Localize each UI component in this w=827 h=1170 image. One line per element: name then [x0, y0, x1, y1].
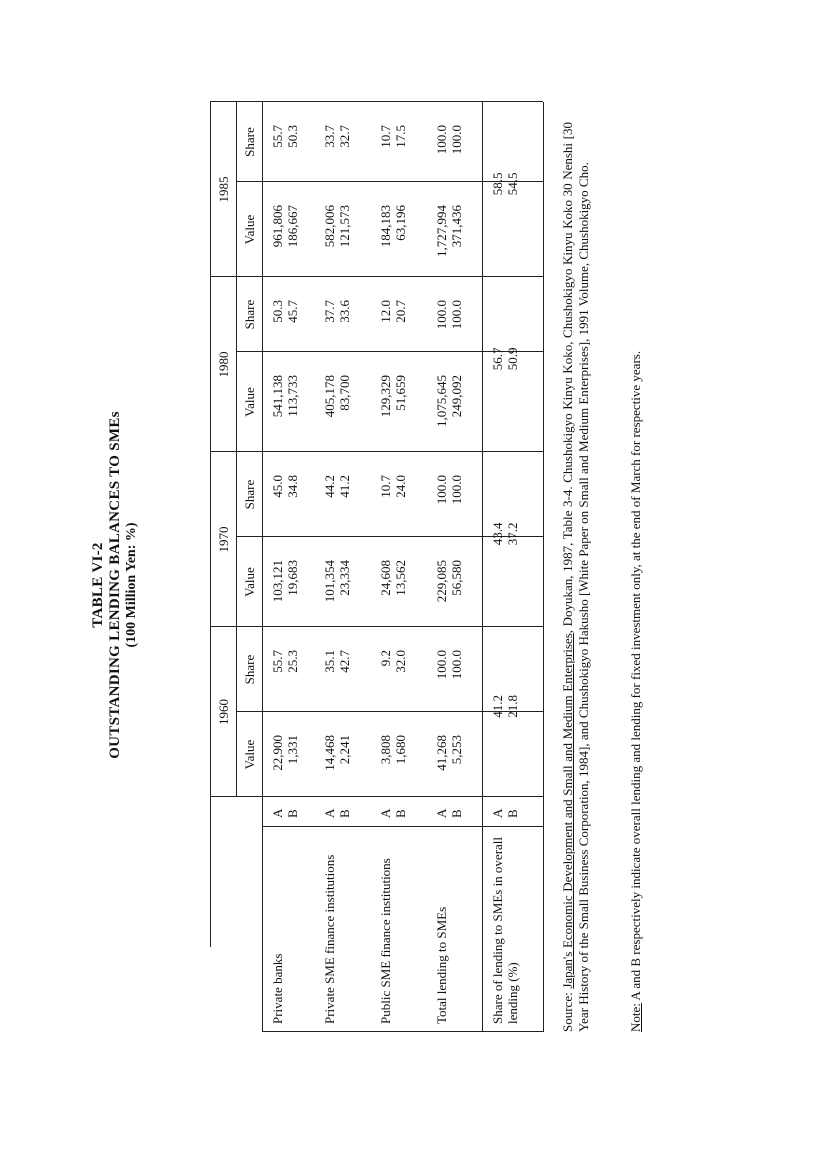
share-cell: 32.0 [393, 650, 408, 673]
share-cell: 100.0 [434, 650, 449, 680]
value-header: Value [242, 214, 257, 245]
share-of-lending-cell: 58.5 [490, 172, 505, 196]
value-cell: 63,196 [393, 205, 408, 241]
row-marker: B [505, 809, 520, 818]
share-cell: 55.7 [270, 125, 285, 148]
share-of-lending-cell: 50.9 [505, 347, 520, 371]
row-marker: A [378, 808, 393, 818]
share-header: Share [242, 127, 257, 157]
share-cell: 32.7 [337, 125, 352, 148]
share-cell: 100.0 [449, 300, 464, 330]
share-of-lending-cell: 56.7 [490, 347, 505, 371]
value-cell: 56,580 [449, 560, 464, 596]
group-rule-1980 [210, 451, 543, 452]
value-cell: 1,331 [285, 735, 300, 765]
value-cell: 19,683 [285, 560, 300, 596]
note-prefix: Note: [628, 1003, 643, 1032]
row-marker: B [449, 809, 464, 818]
value-cell: 371,436 [449, 205, 464, 248]
row-marker: A [270, 808, 285, 818]
share-cell: 25.3 [285, 650, 300, 673]
lending-table [210, 0, 543, 1032]
share-cell: 45.7 [285, 300, 300, 323]
value-cell: 13,562 [393, 560, 408, 596]
share-cell: 33.7 [322, 125, 337, 148]
value-cell: 23,334 [337, 560, 352, 596]
title-line-3: (100 Million Yen: %) [124, 522, 139, 648]
share-cell: 10.7 [378, 475, 393, 498]
row-marker: A [434, 808, 449, 818]
share-of-lending-cell: 54.5 [505, 172, 520, 196]
table-left-rule [262, 1031, 543, 1032]
row-marker: B [393, 809, 408, 818]
value-header: Value [242, 567, 257, 597]
title-line-2: OUTSTANDING LENDING BALANCES TO SMEs [107, 411, 123, 759]
year-header-1980: 1980 [216, 351, 231, 378]
share-cell: 50.3 [285, 125, 300, 148]
share-cell: 41.2 [337, 475, 352, 498]
source-book-title: Japan's Economic Development and Small and Medium Enterprises [560, 633, 575, 989]
table-top-rule [210, 102, 211, 947]
year-underline-1980 [236, 277, 237, 452]
share-cell: 12.0 [378, 300, 393, 323]
share-of-lending-cell: 41.2 [490, 695, 505, 718]
share-cell: 37.7 [322, 300, 337, 323]
table-right-rule [210, 101, 543, 102]
row-marker: B [285, 809, 300, 818]
row-label: Total lending to SMEs [434, 906, 449, 1024]
value-cell: 3,808 [378, 735, 393, 765]
value-header: Value [242, 739, 257, 770]
share-cell: 100.0 [449, 650, 464, 680]
share-cell: 9.2 [378, 650, 393, 667]
value-cell: 113,733 [285, 375, 300, 417]
value-cell: 22,900 [270, 735, 285, 771]
row-label: Private banks [270, 953, 285, 1024]
share-cell: 42.7 [337, 650, 352, 673]
header-bottom-rule [262, 102, 263, 1032]
value-cell: 24,608 [378, 560, 393, 596]
value-cell: 582,006 [322, 205, 337, 248]
row-label: Private SME finance institutions [322, 854, 337, 1024]
share-cell: 55.7 [270, 650, 285, 673]
share-cell: 50.3 [270, 300, 285, 323]
value-cell: 1,680 [393, 735, 408, 765]
row-label: Public SME finance institutions [378, 858, 393, 1024]
value-cell: 83,700 [337, 375, 352, 411]
source-prefix: Source: [560, 988, 575, 1032]
share-cell: 45.0 [270, 475, 285, 498]
share-cell: 100.0 [449, 475, 464, 505]
share-of-lending-cell: 43.4 [490, 522, 505, 546]
value-cell: 186,667 [285, 205, 300, 248]
footnote [628, 122, 644, 1032]
year-underline-1960 [236, 627, 237, 797]
group-rule-1985 [210, 276, 543, 277]
row-marker: A [490, 808, 505, 818]
share-cell: 33.6 [337, 300, 352, 323]
table-bottom-rule [543, 102, 544, 1032]
group-rule-1970 [210, 626, 543, 627]
year-underline-1970 [236, 452, 237, 627]
note-text: A and B respectively indicate overall lending and lending for fixed investment only, at the end of March for respective years. [628, 350, 643, 1004]
value-cell: 961,806 [270, 205, 285, 248]
value-cell: 229,085 [434, 560, 449, 603]
share-cell: 20.7 [393, 300, 408, 323]
source-rest: , Doyukan, 1987, Table 3-4. Chushokigyo Kinyu Koko, Chushokigyo Kinyu Koko 30 Nenshi [30 Year History of the Small Business Corporation, 1984], and Chushokigyo Hakusho [White Paper on Small and Medium Enterprises], 1991 Volume, Chushokigyo Cho. [560, 122, 591, 1032]
label-column-rule [262, 826, 543, 827]
share-cell: 24.0 [393, 475, 408, 498]
value-cell: 121,573 [337, 205, 352, 248]
share-of-lending-cell: 37.2 [505, 522, 520, 546]
value-cell: 14,468 [322, 735, 337, 771]
value-cell: 2,241 [337, 735, 352, 765]
share-cell: 34.8 [285, 475, 300, 498]
value-cell: 184,183 [378, 205, 393, 248]
value-cell: 103,121 [270, 560, 285, 603]
row-marker: B [337, 809, 352, 818]
share-cell: 100.0 [434, 125, 449, 155]
value-cell: 1,075,645 [434, 375, 449, 427]
value-cell: 249,092 [449, 375, 464, 418]
value-header: Value [242, 387, 257, 417]
value-cell: 1,727,994 [434, 205, 449, 257]
title-line-1: TABLE VI-2 [90, 542, 106, 628]
value-cell: 405,178 [322, 375, 337, 418]
value-cell: 541,138 [270, 375, 285, 418]
share-cell: 35.1 [322, 650, 337, 673]
value-cell: 101,354 [322, 560, 337, 603]
share-of-lending-cell: 21.8 [505, 695, 520, 718]
value-cell: 41,268 [434, 735, 449, 771]
share-cell: 100.0 [434, 300, 449, 330]
source-note [560, 122, 592, 1032]
share-row-rule [482, 102, 483, 1032]
value-cell: 129,329 [378, 375, 393, 418]
share-cell: 100.0 [449, 125, 464, 155]
year-underline-1985 [236, 102, 237, 277]
share-cell: 17.5 [393, 125, 408, 148]
share-cell: 44.2 [322, 475, 337, 498]
share-row-label: Share of lending to SMEs in overall lending (%) [490, 836, 520, 1024]
share-header: Share [242, 299, 257, 330]
group-rule-1960 [210, 796, 543, 797]
year-header-1985: 1985 [216, 176, 231, 203]
share-cell: 10.7 [378, 125, 393, 148]
row-marker: A [322, 808, 337, 818]
year-header-1970: 1970 [216, 526, 231, 553]
value-cell: 51,659 [393, 375, 408, 411]
value-cell: 5,253 [449, 735, 464, 765]
share-header: Share [242, 479, 257, 510]
share-cell: 100.0 [434, 475, 449, 505]
table-title [90, 0, 140, 1170]
share-header: Share [242, 654, 257, 685]
year-header-1960: 1960 [216, 699, 231, 725]
